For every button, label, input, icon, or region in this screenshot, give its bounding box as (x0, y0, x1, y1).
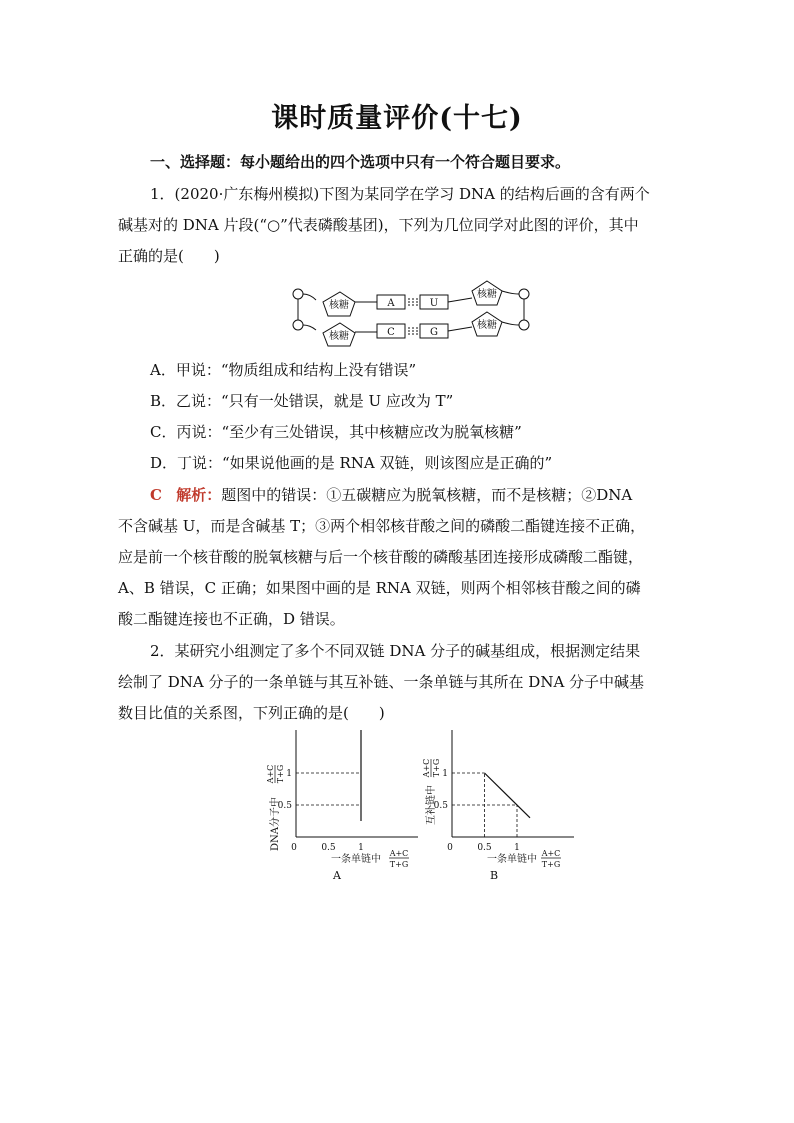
sugar-label-top-right: 核糖 (477, 289, 497, 300)
base-u-label: U (429, 298, 439, 309)
chart-a-xtick-label-0: 0 (291, 843, 297, 853)
chart-a-caption: A (333, 869, 341, 882)
q1-option-a: A．甲说：“物质组成和结构上没有错误” (150, 361, 417, 379)
chart-a-ytick-label-0: 0.5 (277, 801, 292, 811)
section-heading: 一、选择题：每小题给出的四个选项中只有一个符合题目要求。 (150, 153, 571, 171)
chart-b-ylabel-text: 互补链中 (426, 785, 437, 825)
chart-b-xlabel-den: T+G (541, 860, 561, 869)
q1-analysis-line-3: 应是前一个核苷酸的脱氧核糖与后一个核苷酸的磷酸基团连接形成磷酸二酯键， (118, 548, 644, 566)
analysis-label: 解析： (176, 486, 222, 504)
chart-b-xtick-label-2: 1 (514, 843, 520, 853)
chart-b (414, 730, 574, 885)
chart-b-caption: B (489, 869, 499, 882)
chart-b-ylabel-den: T+G (432, 758, 441, 778)
q1-analysis-line-5: 酸二酯键连接也不正确，D 错误。 (118, 610, 345, 628)
sugar-label-top-left: 核糖 (329, 300, 349, 311)
page-title: 课时质量评价(十七) (271, 103, 523, 134)
phosphate-circle-top-right (519, 289, 529, 299)
chart-b-ytick-label-0: 0.5 (433, 801, 448, 811)
base-c-label: C (387, 327, 395, 338)
chart-b-xtick-label-0: 0 (447, 843, 453, 853)
q2-stem-line-2: 绘制了 DNA 分子的一条单链与其互补链、一条单链与其所在 DNA 分子中碱基 (118, 673, 645, 691)
phosphate-circle-bottom-left (293, 320, 303, 330)
chart-a-ylabel-den: T+G (276, 764, 285, 784)
chart-a-xlabel-num: A+C (389, 849, 409, 858)
q1-analysis-line-2: 不含碱基 U，而是含碱基 T；③两个相邻核苷酸之间的磷酸二酯键连接不正确， (118, 517, 646, 535)
chart-a (258, 730, 418, 885)
chart-a-xlabel-den: T+G (389, 860, 409, 869)
analysis-first-text: 题图中的错误：①五碳糖应为脱氧核糖，而不是核糖；②DNA (221, 486, 633, 504)
chart-b-xtick-label-1: 0.5 (477, 843, 492, 853)
phosphate-circle-top-left (293, 289, 303, 299)
q1-option-d: D．丁说：“如果说他画的是 RNA 双链，则该图应是正确的” (150, 454, 553, 472)
sugar-label-bottom-right: 核糖 (477, 320, 497, 331)
chart-a-ylabel-text: DNA分子中 (270, 797, 281, 851)
q1-stem-line-3: 正确的是( ) (118, 247, 220, 265)
base-g-label: G (430, 327, 438, 338)
chart-b-plot (434, 730, 574, 853)
chart-b-xlabel-text: 一条单链中 (487, 854, 537, 865)
sugar-label-bottom-left: 核糖 (329, 331, 349, 342)
chart-b-xlabel-num: A+C (541, 849, 561, 858)
chart-a-xtick-label-2: 1 (358, 843, 364, 853)
q1-stem-line-2: 碱基对的 DNA 片段(“○”代表磷酸基团)，下列为几位同学对此图的评价，其中 (118, 216, 639, 234)
q1-stem-line-1: 1．(2020·广东梅州模拟)下图为某同学在学习 DNA 的结构后画的含有两个 (150, 185, 650, 203)
q1-analysis-line-1 (150, 485, 710, 505)
answer-letter: C (150, 486, 162, 504)
chart-b-ylabel-num: A+C (422, 758, 431, 778)
q1-analysis-line-4: A、B 错误，C 正确；如果图中画的是 RNA 双链，则两个相邻核苷酸之间的磷 (118, 579, 641, 597)
dna-fragment-diagram (288, 278, 538, 348)
q2-stem-line-3: 数目比值的关系图，下列正确的是( ) (118, 704, 385, 722)
base-a-label: A (387, 298, 395, 309)
chart-a-plot (278, 730, 418, 853)
chart-b-series-line-0 (485, 773, 531, 818)
chart-a-ytick-label-1: 1 (286, 769, 292, 779)
chart-a-ylabel-num: A+C (266, 764, 275, 784)
chart-a-xtick-label-1: 0.5 (321, 843, 336, 853)
chart-b-ytick-label-1: 1 (442, 769, 448, 779)
q1-option-c: C．丙说：“至少有三处错误，其中核糖应改为脱氧核糖” (150, 423, 522, 441)
chart-a-xlabel-text: 一条单链中 (331, 854, 381, 865)
chart-b-ylabel (422, 759, 441, 825)
phosphate-circle-bottom-right (519, 320, 529, 330)
q2-stem-line-1: 2．某研究小组测定了多个不同双链 DNA 分子的碱基组成，根据测定结果 (150, 642, 641, 660)
q1-option-b: B．乙说：“只有一处错误，就是 U 应改为 T” (150, 392, 454, 410)
